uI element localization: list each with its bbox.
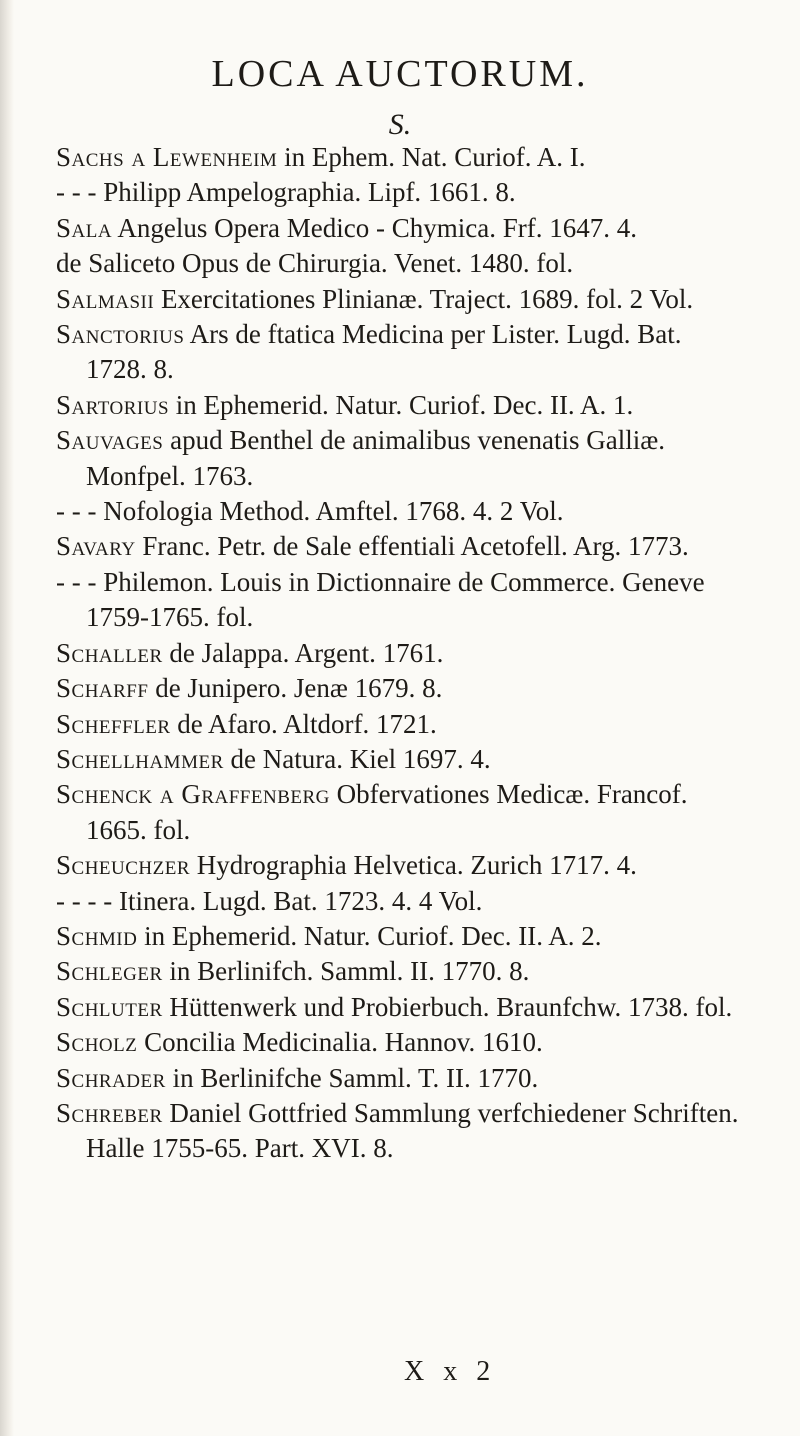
author-name: Sanctorius <box>56 319 185 350</box>
author-name: Schluter <box>56 991 163 1022</box>
author-name: Sauvages <box>56 425 164 456</box>
author-name: Schleger <box>56 956 163 987</box>
author-name: Scharff <box>56 673 149 704</box>
author-name: Scheuchzer <box>56 850 191 881</box>
entry-list <box>56 140 746 1167</box>
list-item: Savary Franc. Petr. de Sale effentiali Acetofell. Arg. 1773. <box>56 531 689 562</box>
list-item: - - - Philipp Ampelographia. Lipf. 1661. 8. <box>56 177 516 208</box>
list-item: Salmasii Exercitationes Plinianæ. Traject. 1689. fol. 2 Vol. <box>56 283 694 314</box>
author-name: Scholz <box>56 1027 138 1058</box>
list-item: Sauvages apud Benthel de animalibus venenatis Galliæ. Monfpel. 1763. <box>56 425 665 491</box>
list-item: - - - Philemon. Louis in Dictionnaire de Commerce. Geneve 1759-1765. fol. <box>56 566 705 633</box>
author-name: Schrader <box>56 1062 166 1093</box>
author-name: Sachs a Lewenheim <box>56 142 278 172</box>
author-name: Salmasii <box>56 283 155 314</box>
list-item: Schluter Hüttenwerk und Probierbuch. Braunfchw. 1738. fol. <box>56 991 733 1022</box>
list-item: Schenck a Graffenberg Obfervationes Medicæ. Francof. 1665. fol. <box>56 779 688 845</box>
author-name: Schreber <box>56 1097 163 1128</box>
author-name: Savary <box>56 531 136 562</box>
list-item: Schmid in Ephemerid. Natur. Curiof. Dec. II. A. 2. <box>56 920 602 951</box>
list-item: Sala Angelus Opera Medico - Chymica. Frf. 1647. 4. <box>56 212 637 243</box>
author-name: Schmid <box>56 920 138 951</box>
list-item: Sachs a Lewenheim in Ephem. Nat. Curiof. A. I. <box>56 142 586 172</box>
list-item: Schaller de Jalappa. Argent. 1761. <box>56 637 444 668</box>
page-header: LOCA AUCTORUM. <box>211 53 589 95</box>
list-item: Sanctorius Ars de ftatica Medicina per Lister. Lugd. Bat. 1728. 8. <box>56 319 682 385</box>
author-name: Scheffler <box>56 708 171 739</box>
author-name: Schellhammer <box>56 743 224 774</box>
author-name: Schaller <box>56 637 163 668</box>
list-item: Schrader in Berlinifche Samml. T. II. 1770. <box>56 1062 539 1093</box>
list-item: Schleger in Berlinifch. Samml. II. 1770. 8. <box>56 956 530 987</box>
list-item: de Saliceto Opus de Chirurgia. Venet. 1480. fol. <box>56 248 574 279</box>
list-item: - - - Nofologia Method. Amftel. 1768. 4. 2 Vol. <box>56 496 564 527</box>
author-name: Sala <box>56 212 113 243</box>
list-item: Scheuchzer Hydrographia Helvetica. Zurich 1717. 4. <box>56 850 637 881</box>
list-item: Sartorius in Ephemerid. Natur. Curiof. Dec. II. A. 1. <box>56 389 634 420</box>
signature-mark: X x 2 <box>404 1356 497 1387</box>
list-item: Scholz Concilia Medicinalia. Hannov. 1610. <box>56 1027 543 1058</box>
list-item: - - - - Itinera. Lugd. Bat. 1723. 4. 4 Vol. <box>56 885 483 916</box>
list-item: Schreber Daniel Gottfried Sammlung verfchiedener Schriften. Halle 1755-65. Part. XVI. 8. <box>56 1097 739 1164</box>
author-name: Schenck a Graffenberg <box>56 779 330 810</box>
list-item: Scharff de Junipero. Jenæ 1679. 8. <box>56 673 443 704</box>
list-item: Scheffler de Afaro. Altdorf. 1721. <box>56 708 437 739</box>
author-name: Sartorius <box>56 389 170 420</box>
list-item: Schellhammer de Natura. Kiel 1697. 4. <box>56 743 491 774</box>
section-letter: S. <box>388 108 412 141</box>
